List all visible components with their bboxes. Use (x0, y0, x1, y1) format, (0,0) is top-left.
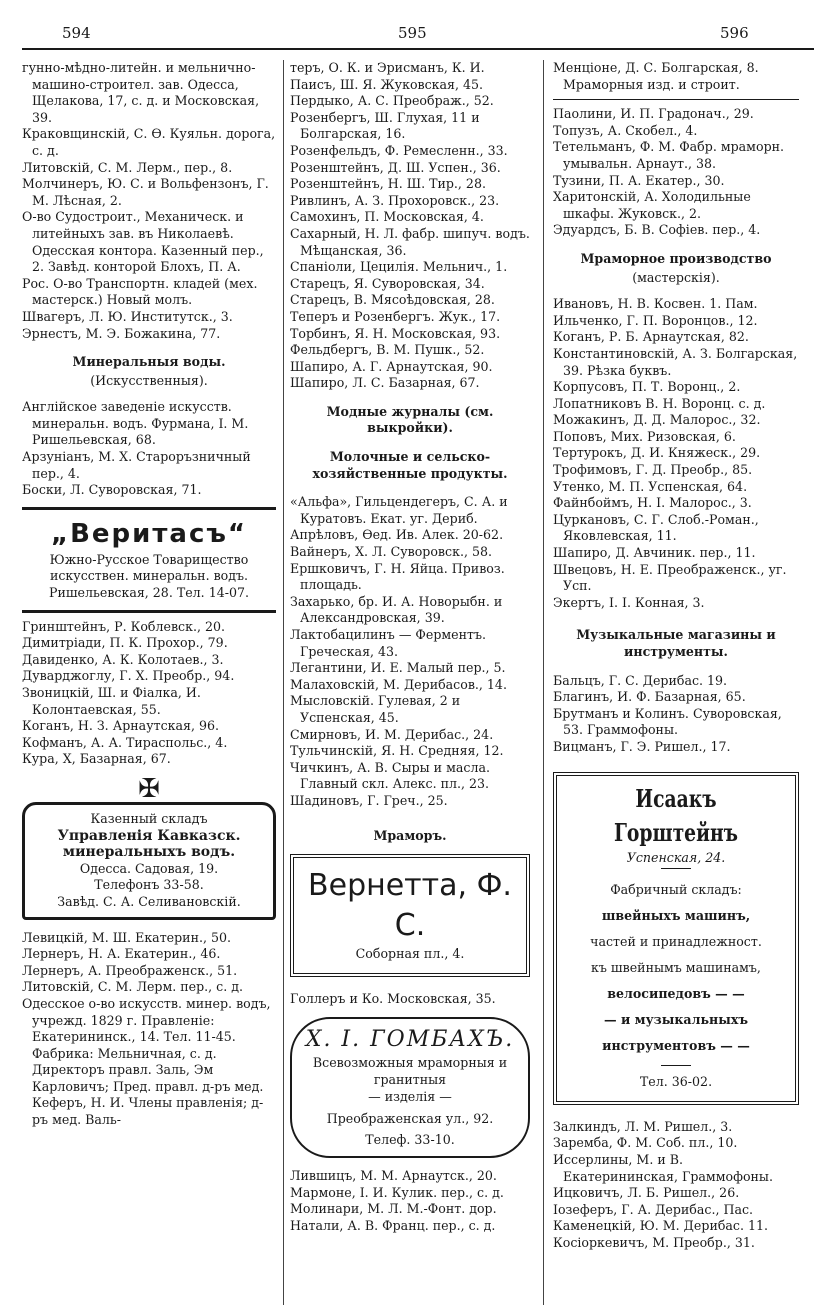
ad-line: минеральныхъ водъ. (62, 844, 236, 861)
ad-line: Фабричный складъ: (610, 882, 742, 898)
list-item: Молинари, М. Л. М.-Фонт. дор. (290, 1201, 497, 1217)
list-item: Харитонскій, А. Холодильные шкафы. Жуковск., 2. (553, 189, 751, 221)
list-item: Розенштейнъ, Н. Ш. Тир., 28. (290, 176, 486, 192)
spacer (553, 663, 799, 673)
column-center (290, 60, 530, 1310)
list-item: Косіоркевичъ, М. Преобр., 31. (553, 1234, 755, 1250)
divider (661, 1065, 691, 1066)
list-item: Розенштейнъ, Д. Ш. Успен., 36. (290, 159, 501, 175)
list-item: Гринштейнъ, Р. Коблевск., 20. (22, 618, 226, 634)
list-item: Эрнестъ, М. Э. Божакина, 77. (22, 325, 221, 341)
list-item: Иссерлины, М. и В. Екатерининская, Граммофоны. (553, 1151, 773, 1184)
list-item: Эдуардсъ, Б. В. Софіев. пер., 4. (553, 222, 761, 238)
list-item: Брутманъ и Колинъ. Суворовская, 53. Граммофоны. (553, 705, 782, 738)
list-item: Коганъ, Н. З. Арнаутская, 96. (22, 718, 219, 734)
list-item: Арзуніанъ, М. Х. Староръзничный пер., 4. (22, 449, 251, 481)
list-item: Трофимовъ, Г. Д. Преобр., 85. (553, 462, 753, 478)
list-item: Швагеръ, Л. Ю. Институтск., 3. (22, 308, 233, 324)
page-number-left: 594 (62, 24, 91, 42)
list-item: Торбинъ, Я. Н. Московская, 93. (290, 325, 501, 341)
list-item: Тузини, П. А. Екатер., 30. (553, 172, 725, 188)
ad-line: къ швейнымъ машинамъ, (591, 960, 761, 976)
ad-gorshtein-phone: Тел. 36-02. (639, 1074, 713, 1090)
section-heading-music: Музыкальные магазины и инструменты. (576, 627, 776, 659)
list-item: Литовскій, С. М. Лерм., пер., 8. (22, 159, 233, 175)
list-item: Шапиро, Л. С. Базарная, 67. (290, 375, 480, 391)
list-item: Файнбоймъ, Н. І. Малорос., 3. (553, 495, 752, 511)
list-item: Дуварджоглу, Г. Х. Преобр., 94. (22, 668, 235, 684)
section-heading-marble: Мраморъ. (373, 827, 447, 843)
ad-line: швейныхъ машинъ, (601, 908, 751, 924)
ad-gorshtein-address: Успенская, 24. (626, 849, 726, 865)
list-item: Лившицъ, М. М. Арнаутск., 20. (290, 1168, 497, 1184)
ad-line: — и музыкальныхъ (603, 1012, 749, 1028)
list-item: Боски, Л. Суворовская, 71. (22, 482, 202, 498)
ad-vernetta-name: Вернетта, Ф. С. (308, 868, 512, 944)
list-item: Мармоне, І. И. Кулик. пер., с. д. (290, 1184, 504, 1200)
list-item: Тертурокъ, Д. И. Княжеск., 29. (553, 445, 761, 461)
list-item: Ивановъ, Н. В. Косвен. 1. Пам. (553, 296, 758, 312)
list-item: Іозеферъ, Г. А. Дерибас., Пас. (553, 1201, 754, 1217)
list-item: Легантини, И. Е. Малый пер., 5. (290, 660, 506, 676)
list-item: Корпусовъ, П. Т. Воронц., 2. (553, 379, 741, 395)
entry-list-top (22, 60, 276, 342)
ad-line: Телефонъ 33-58. (94, 877, 204, 893)
section-subheading-marble-prod: (мастерскія). (632, 269, 720, 285)
section-heading-molochnye: Молочные и сельско-хозяйственные продукты. (312, 449, 508, 481)
list-item: Вицманъ, Г. Э. Ришел., 17. (553, 738, 731, 754)
list-item: Розенбергъ, Ш. Глухая, 11 и Болгарская, 16. (290, 109, 480, 142)
list-item: Старецъ, В. Мясоѣдовская, 28. (290, 292, 495, 308)
ad-line: Всевозможныя мраморныя и гранитныя (312, 1055, 508, 1087)
header-rule (22, 48, 814, 50)
ad-line: Одесса. Садовая, 19. (79, 860, 219, 876)
list-item: Фельдбергъ, В. М. Пушк., 52. (290, 342, 485, 358)
column-divider (543, 60, 544, 1305)
ad-line: частей и принадлежност. (590, 934, 762, 950)
list-item: «Альфа», Гильцендегеръ, С. А. и Куратовъ. Екат. уг. Дериб. (290, 494, 508, 526)
divider (553, 99, 799, 100)
ad-kazenny-sklad (22, 802, 276, 920)
ad-veritas-line: Южно-Русское Товарищество (49, 551, 249, 567)
ad-vernetta-address: Соборная пл., 4. (355, 946, 465, 962)
list-item: Бальцъ, Г. С. Дерибас. 19. (553, 672, 728, 688)
list-item: Англійское заведеніе искусств. минеральн. водъ. Фурмана, І. М. Ришельевская, 68. (22, 399, 249, 448)
list-item: Самохинъ, П. Московская, 4. (290, 209, 484, 225)
list-item: Менціоне, Д. С. Болгарская, 8. Мраморныя изд. и строит. (553, 60, 759, 92)
list-item: Ильченко, Г. П. Воронцов., 12. (553, 312, 758, 328)
ad-line: Управленія Кавказск. (57, 827, 241, 844)
ad-line: Казенный складъ (90, 810, 208, 826)
ad-veritas (22, 516, 276, 602)
list-item: Голлеръ и Ко. Московская, 35. (290, 990, 496, 1006)
ad-vernetta (290, 854, 530, 977)
list-item: Теперъ и Розенбергъ. Жук., 17. (290, 308, 501, 324)
page-header (0, 0, 840, 52)
list-item: Левицкій, М. Ш. Екатерин., 50. (22, 929, 232, 945)
list-item: Поповъ, Мих. Ризовская, 6. (553, 428, 736, 444)
list-item: О-во Судостроит., Механическ. и литейныхъ зав. въ Николаевѣ. Одесская контора. Казенный пер., 2. Завѣд. конторой Блохъ, П. А. (22, 209, 264, 275)
list-item: Звоницкій, Ш. и Фіалка, И. Колонтаевская, 55. (22, 685, 201, 717)
ad-veritas-line: искусствен. минеральн. водъ. (49, 568, 249, 584)
page-number-center: 595 (398, 24, 427, 42)
list-item: Старецъ, Я. Суворовская, 34. (290, 275, 485, 291)
ad-line: — изделія — (368, 1088, 452, 1104)
ad-line: Завѣд. С. А. Селивановскій. (57, 893, 241, 909)
ad-line: велосипедовъ — — (607, 986, 745, 1002)
list-item: Кофманъ, А. А. Тираспольс., 4. (22, 734, 228, 750)
section-heading-modnye: Модные журналы (см. выкройки). (326, 403, 494, 436)
list-item: Сахарный, Н. Л. фабр. шипуч. водъ. Мѣщанская, 36. (290, 225, 530, 258)
ad-line: Преображенская ул., 92. (326, 1111, 494, 1127)
list-item: Благинъ, И. Ф. Базарная, 65. (553, 689, 746, 705)
list-item: Димитріади, П. К. Прохор., 79. (22, 635, 228, 651)
list-item: Чичкинъ, А. В. Сыры и масла. Главный скл. Алекс. пл., 23. (290, 759, 490, 792)
list-item: Пердыко, А. С. Преображ., 52. (290, 93, 494, 109)
column-right (553, 60, 799, 1310)
list-item: Апрѣловъ, Ѳед. Ив. Алек. 20-62. (290, 527, 504, 543)
list-item: Рос. О-во Транспортн. кладей (мех. мастерск.) Новый молъ. (22, 275, 258, 308)
list-item: Лернеръ, Н. А. Екатерин., 46. (22, 946, 221, 962)
divider (22, 507, 276, 510)
list-item: Лернеръ, А. Преображенск., 51. (22, 962, 238, 978)
list-item: Утенко, М. П. Успенская, 64. (553, 478, 748, 494)
list-item: гунно-мѣдно-литейн. и мельнично-машино-строител. зав. Одесса, Щелакова, 17, с. д. и Московская, 39. (22, 60, 260, 125)
list-item: Константиновскій, А. З. Болгарская, 39. Рѣзка буквъ. (553, 345, 798, 378)
list-item: Экертъ, І. І. Конная, 3. (553, 594, 705, 610)
list-item: Шадиновъ, Г. Греч., 25. (290, 792, 448, 808)
list-item: Ривлинъ, А. З. Прохоровск., 23. (290, 192, 500, 208)
list-item: Паолини, И. П. Градонач., 29. (553, 106, 754, 122)
ad-line: инструментовъ — — (602, 1038, 750, 1054)
list-item: Заремба, Ф. М. Соб. пл., 10. (553, 1135, 738, 1151)
section-subheading-mineral: (Искусственныя). (90, 372, 208, 388)
list-item: Вайнеръ, Х. Л. Суворовск., 58. (290, 544, 492, 560)
list-item: Залкиндъ, Л. М. Ришел., 3. (553, 1118, 733, 1134)
spacer (290, 484, 530, 494)
list-item: Давиденко, А. К. Колотаев., 3. (22, 651, 224, 667)
list-item: Мысловскій. Гулевая, 2 и Успенская, 45. (290, 693, 461, 725)
list-item: Цуркановъ, С. Г. Слоб.-Роман., Яковлевская, 11. (553, 511, 759, 544)
column-divider (283, 60, 284, 1305)
list-item: Розенфельдъ, Ф. Ремесленн., 33. (290, 142, 508, 158)
list-item: Тетельманъ, Ф. М. Фабр. мраморн. умывальн. Арнаут., 38. (553, 139, 785, 171)
list-item: Можакинъ, Д. Д. Малорос., 32. (553, 412, 761, 428)
list-item: Паисъ, Ш. Я. Жуковская, 45. (290, 76, 484, 92)
list-item: Малаховскій, М. Дерибасов., 14. (290, 676, 507, 692)
list-item: Натали, А. В. Франц. пер., с. д. (290, 1218, 496, 1234)
ad-veritas-name: „Веритасъ“ (50, 518, 248, 549)
list-item: Топузъ, А. Скобел., 4. (553, 122, 698, 138)
section-heading-marble-prod: Мраморное производство (580, 250, 772, 266)
list-item: Коганъ, Р. Б. Арнаутская, 82. (553, 329, 749, 345)
ad-gorshtein-name: Исаакъ Горштейнъ (613, 783, 739, 847)
list-item: теръ, О. К. и Эрисманъ, К. И. (290, 60, 485, 75)
ad-gombach (290, 1017, 530, 1158)
column-left (22, 60, 276, 1310)
list-item: Ершковичъ, Г. Н. Яйца. Привоз. площадь. (290, 560, 505, 593)
list-item: Швецовъ, Н. Е. Преображенск., уг. Усп. (553, 561, 787, 594)
divider (661, 868, 691, 869)
list-item: Шапиро, Д. Авчиник. пер., 11. (553, 545, 756, 561)
ad-gombach-name: Х. І. ГОМБАХЪ. (305, 1027, 515, 1053)
list-item: Каменецкій, Ю. М. Дерибас. 11. (553, 1218, 769, 1234)
list-item: Краковщинскій, С. Ѳ. Куяльн. дорога, с. д. (22, 126, 276, 158)
ad-gorshtein (553, 772, 799, 1105)
divider (22, 610, 276, 613)
ad-line: Телеф. 33-10. (365, 1131, 455, 1147)
list-item: Смирновъ, И. М. Дерибас., 24. (290, 726, 494, 742)
list-item: Литовскій, С. М. Лерм. пер., с. д. (22, 979, 243, 995)
list-item: Тульчинскій, Я. Н. Средняя, 12. (290, 743, 504, 759)
section-heading-mineral: Минеральныя воды. (72, 354, 226, 370)
list-item: Лопатниковъ В. Н. Воронц. с. д. (553, 395, 766, 411)
list-item: Захарько, бр. И. А. Новорыбн. и Александровская, 39. (290, 593, 503, 626)
eagle-emblem-icon: ✠ (138, 773, 160, 804)
page-number-right: 596 (720, 24, 749, 42)
list-item: Одесское о-во искусств. минер. водъ, учрежд. 1829 г. Правленіе: Екатерининск., 14. Тел. 11-45. Фабрика: Мельничная, с. д. Директоръ правл. Заль, Эм Карловичъ; Пред. правл. д-ръ мед. Кеферъ, Н. И. Члены правленія; д-ръ мед. Валь- (22, 995, 271, 1128)
list-item: Кура, Х, Базарная, 67. (22, 751, 171, 767)
ad-veritas-line: Ришельевская, 28. Тел. 14-07. (48, 585, 249, 601)
list-item: Лактобацилинъ — Ферментъ. Греческая, 43. (290, 627, 487, 659)
list-item: Спаніоли, Цецилія. Мельнич., 1. (290, 259, 508, 275)
list-item: Ицковичъ, Л. Б. Ришел., 26. (553, 1185, 740, 1201)
list-item: Шапиро, А. Г. Арнаутская, 90. (290, 358, 493, 374)
list-item: Молчинеръ, Ю. С. и Вольфензонъ, Г. М. Лѣсная, 2. (22, 176, 269, 208)
